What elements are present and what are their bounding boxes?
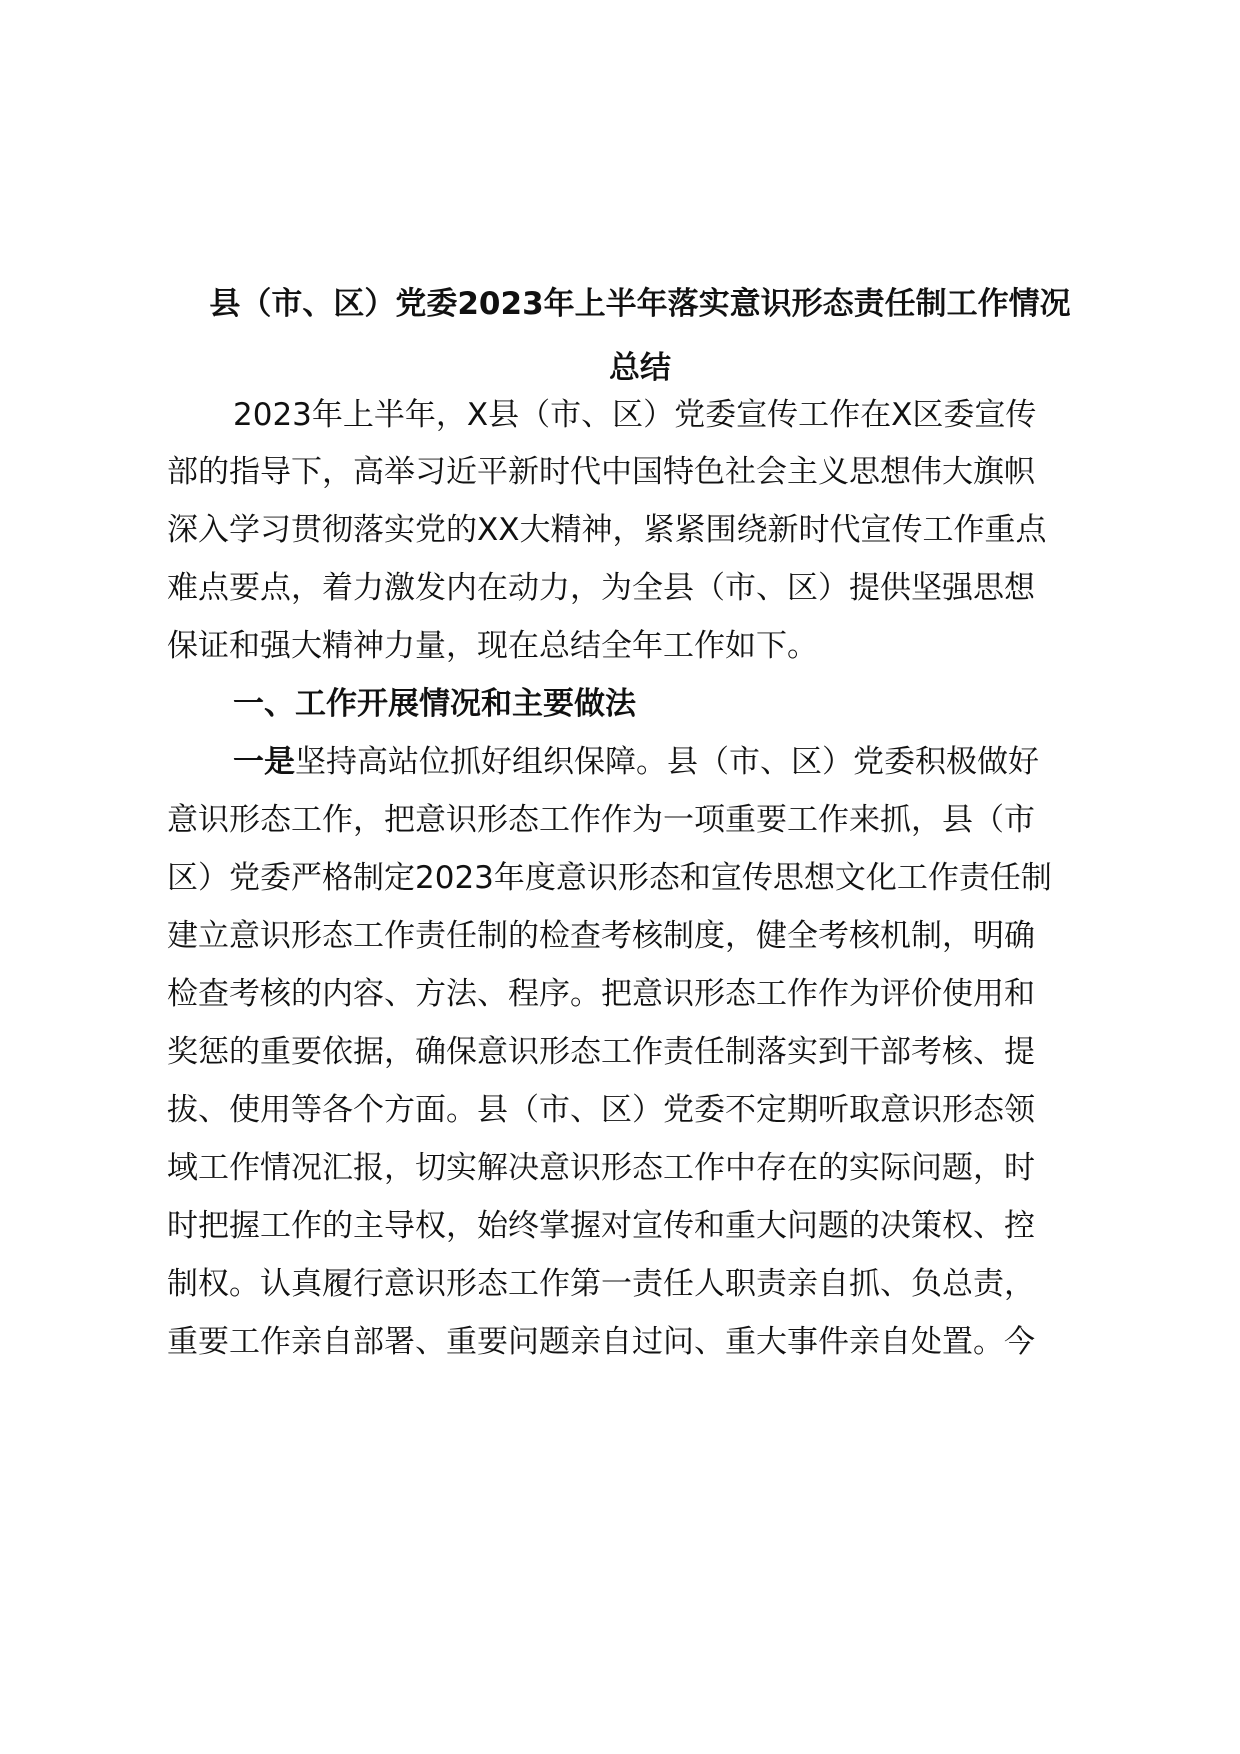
title-line-2: 总结: [609, 350, 671, 386]
intro-line-2: 部的指导下，高举习近平新时代中国特色社会主义思想伟大旗帜: [167, 454, 1035, 490]
para1-line-7: 域工作情况汇报，切实解决意识形态工作中存在的实际问题，时: [167, 1150, 1035, 1186]
intro-line-4: 难点要点，着力激发内在动力，为全县（市、区）提供坚强思想: [167, 570, 1035, 606]
para1-lead-rest: 坚持高站位抓好组织保障。县（市、区）党委积极做好: [295, 744, 1039, 780]
para1-line-9: 制权。认真履行意识形态工作第一责任人职责亲自抓、负总责，: [167, 1266, 1035, 1302]
intro-line-3: 深入学习贯彻落实党的XX大精神，紧紧围绕新时代宣传工作重点: [167, 512, 1047, 548]
para1-line-8: 时把握工作的主导权，始终掌握对宣传和重大问题的决策权、控: [167, 1208, 1035, 1244]
intro-line-5: 保证和强大精神力量，现在总结全年工作如下。: [167, 628, 818, 664]
para1-line-1: 意识形态工作，把意识形态工作作为一项重要工作来抓，县（市: [167, 802, 1035, 838]
para1-line-3: 建立意识形态工作责任制的检查考核制度，健全考核机制，明确: [167, 918, 1035, 954]
document-title: [160, 272, 1120, 400]
para1-lead-bold: 一是: [233, 744, 295, 780]
section-heading: 一、工作开展情况和主要做法: [233, 686, 636, 722]
para1-line-6: 拔、使用等各个方面。县（市、区）党委不定期听取意识形态领: [167, 1092, 1035, 1128]
para1-line-2: 区）党委严格制定2023年度意识形态和宣传思想文化工作责任制: [167, 860, 1052, 896]
intro-line-1: 2023年上半年，X县（市、区）党委宣传工作在X区委宣传: [233, 397, 1037, 433]
para1-lead-line: [233, 742, 1039, 782]
para1-line-10: 重要工作亲自部署、重要问题亲自过问、重大事件亲自处置。今: [167, 1324, 1035, 1360]
para1-line-4: 检查考核的内容、方法、程序。把意识形态工作作为评价使用和: [167, 976, 1035, 1012]
para1-line-5: 奖惩的重要依据，确保意识形态工作责任制落实到干部考核、提: [167, 1034, 1035, 1070]
title-line-1: 县（市、区）党委2023年上半年落实意识形态责任制工作情况: [209, 286, 1071, 322]
